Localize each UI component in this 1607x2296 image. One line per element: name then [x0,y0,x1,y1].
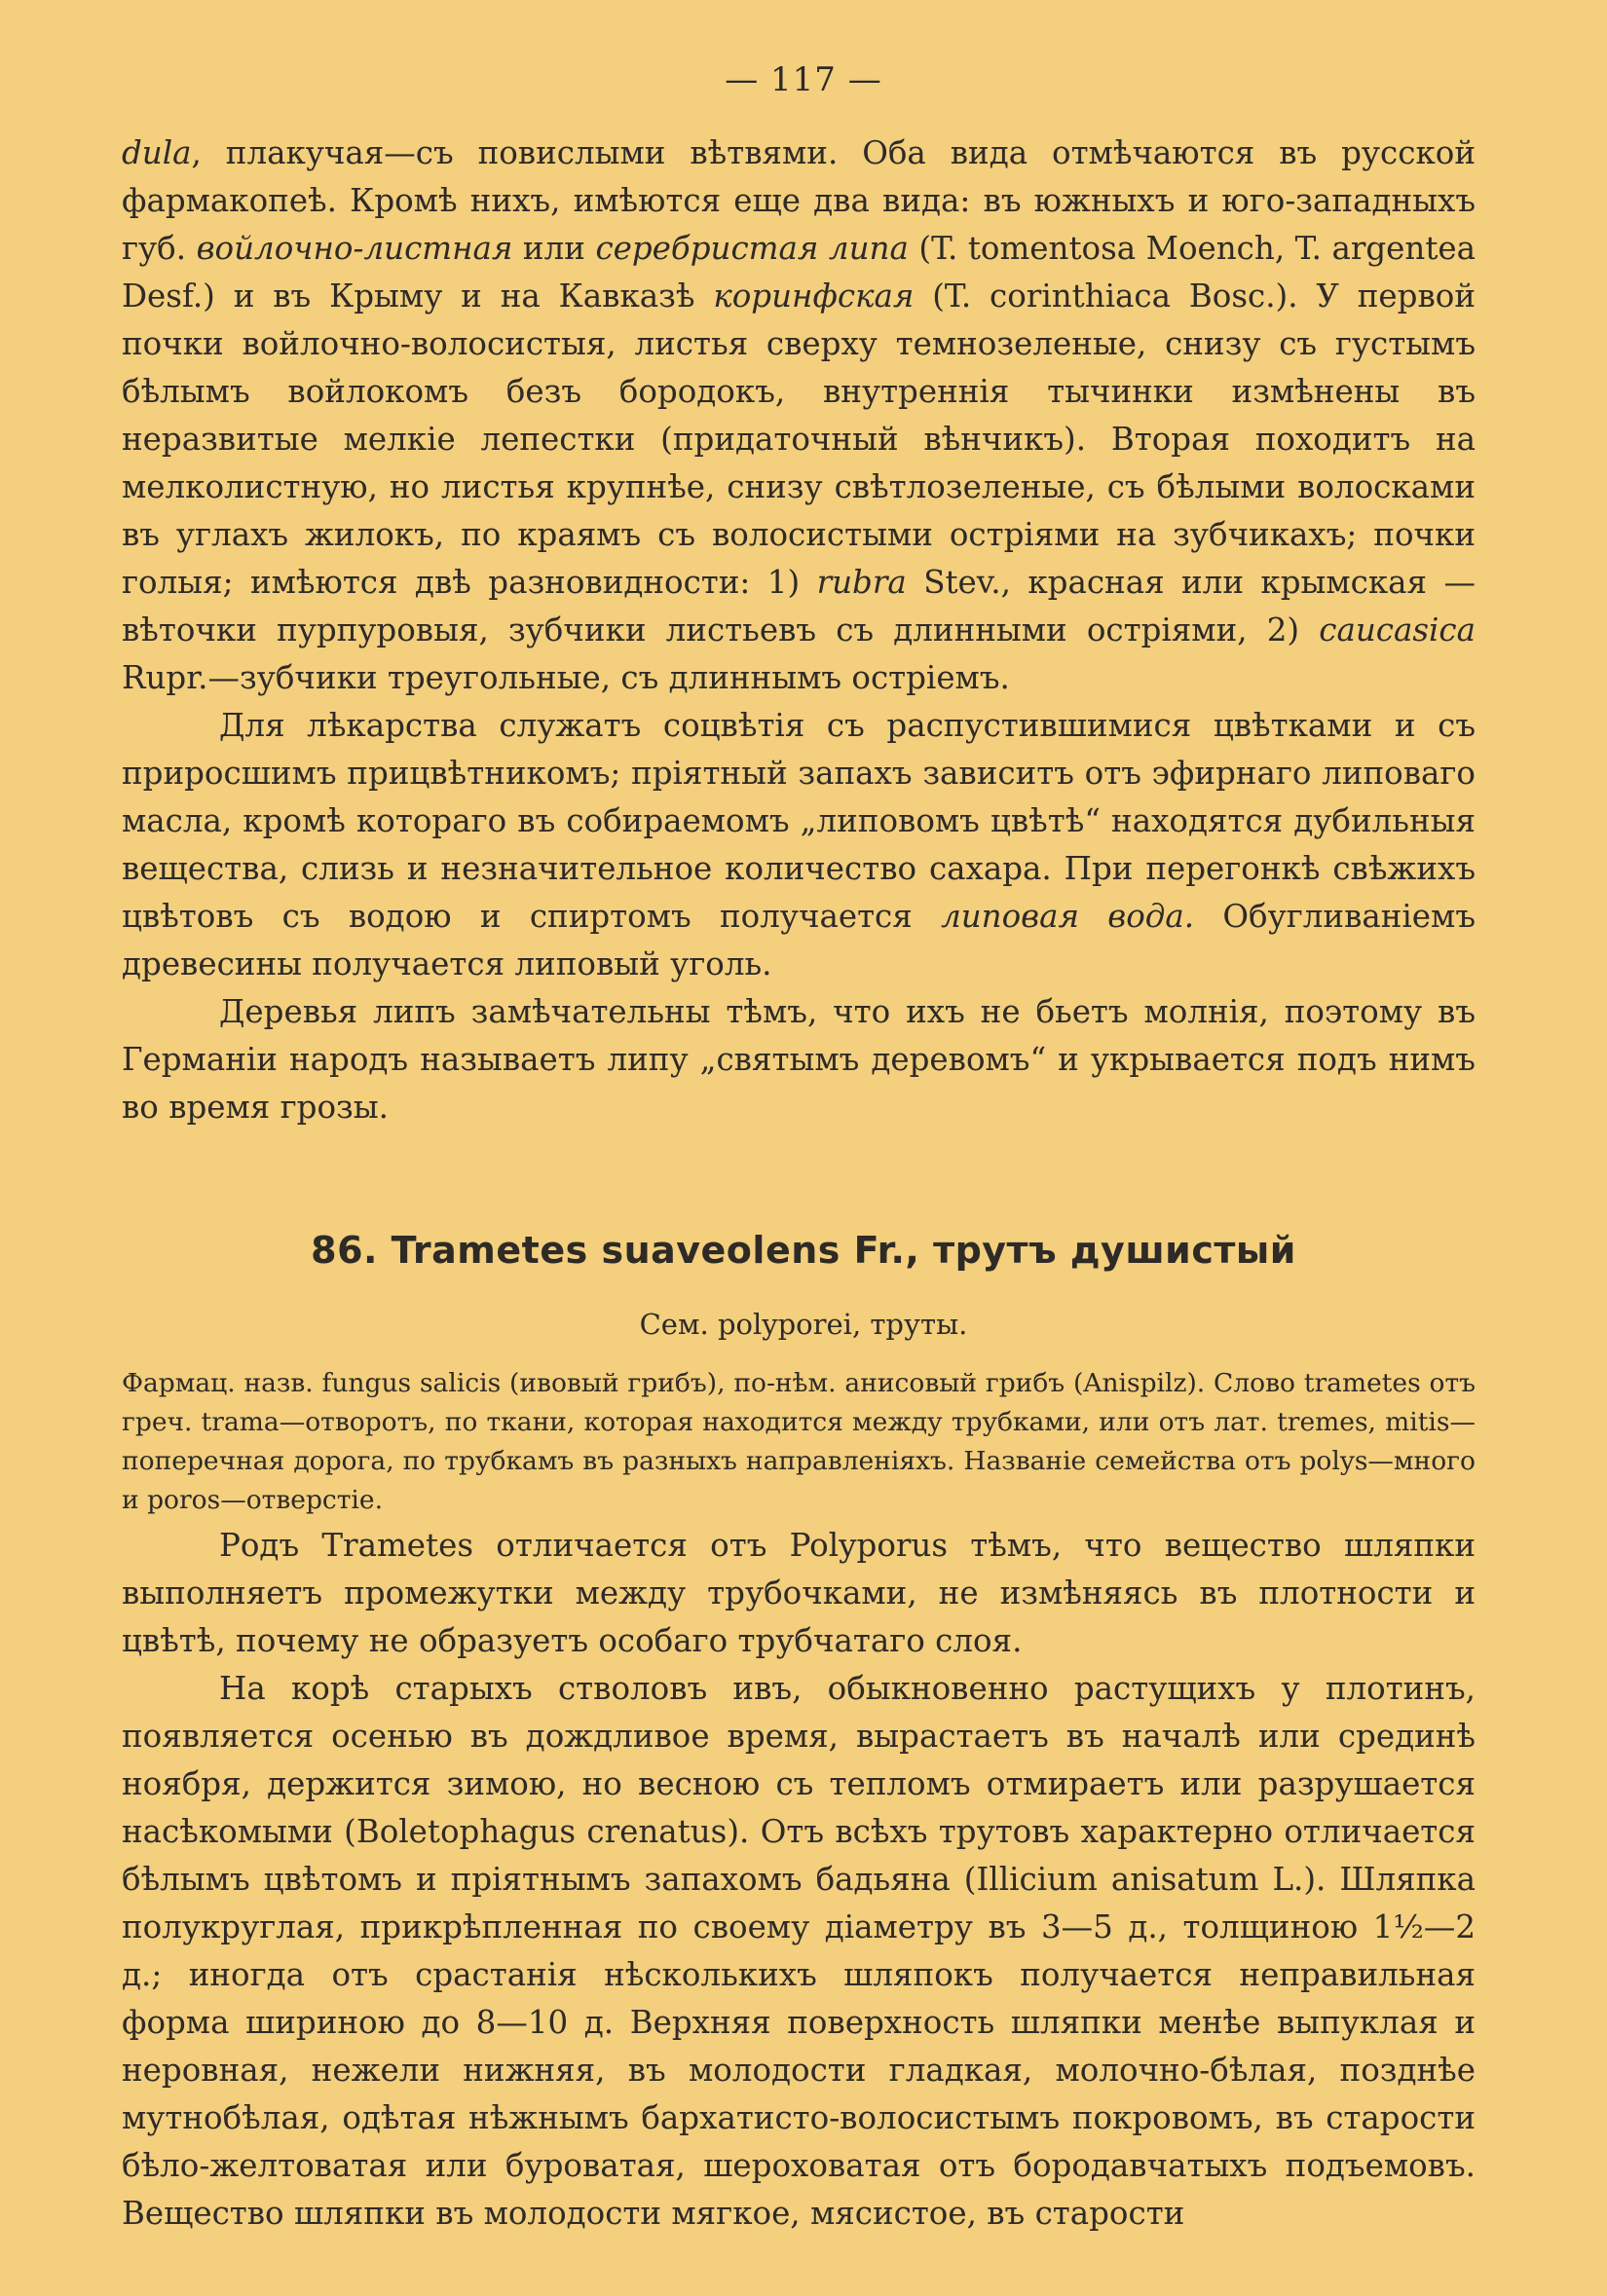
top-text-block [122,130,1476,1131]
family-subtitle: Сем. polyporei, труты. [639,1308,968,1341]
text-run: Обугливаніемъ древесины получается липовый уголь. [122,898,1476,982]
text-run: Rupr.—зубчики треугольные, съ длиннымъ остріемъ. [122,659,1010,696]
italic-run: войлочно-листная [196,230,513,267]
italic-run: caucasica [1319,611,1476,648]
italic-run: коринфская [713,278,915,315]
note-paragraph: Фармац. назв. fungus salicis (ивовый грибъ), по-нѣм. анисовый грибъ (Anispilz). Слово trametes отъ греч. trama—отворотъ, по ткани, которая находится между трубками, или отъ лат. tremes, mitis—поперечная дорога, по трубкамъ въ разныхъ направленіяхъ. Названіе семейства отъ polys—много и poros—отверстіе. [122,1368,1476,1515]
text-run: Stev., красная или крымская — вѣточки пурпуровыя, зубчики листьевъ съ длинными остріями, 2) [122,564,1476,648]
text-run: На корѣ старыхъ стволовъ ивъ, обыкновенно растущихъ у плотинъ, появляется осенью въ дождливое время, вырастаетъ въ началѣ или срединѣ ноября, держится зимою, но весною съ тепломъ отмираетъ или разрушается насѣкомыми (Boletophagus crenatus). Отъ всѣхъ трутовъ характерно отличается бѣлымъ цвѣтомъ и пріятнымъ запахомъ бадьяна (Illicium anisatum L.). Шляпка полукруглая, прикрѣпленная по своему діаметру въ 3—5 д., толщиною 1½—2 д.; иногда отъ срастанія нѣсколькихъ шляпокъ получается неправильная форма шириною до 8—10 д. Верхняя поверхность шляпки менѣе выпуклая и неровная, нежели нижняя, въ молодости гладкая, молочно-бѣлая, позднѣе мутнобѣлая, одѣтая нѣжнымъ бархатисто-волосистымъ покровомъ, въ старости бѣло-желтоватая или буроватая, шероховатая отъ бородавчатыхъ подъемовъ. Вещество шляпки въ молодости мягкое, мясистое, въ старости [122,1670,1476,2232]
text-run: Деревья липъ замѣчательны тѣмъ, что ихъ не бьетъ молнія, поэтому въ Германіи народъ называетъ липу „святымъ деревомъ“ и укрывается подъ нимъ во время грозы. [122,993,1476,1126]
paragraph-p3 [122,988,1476,1131]
text-run: (T. corinthiaca Bosc.). У первой почки войлочно-волосистыя, листья сверху темнозеленые, снизу съ густымъ бѣлымъ войлокомъ безъ бородокъ, внутреннія тычинки измѣнены въ неразвитые мелкіе лепестки (придаточный вѣнчикъ). Вторая походитъ на мелколистную, но листья крупнѣе, снизу свѣтлозеленые, съ бѣлыми волосками въ углахъ жилокъ, по краямъ съ волосистыми остріями на зубчикахъ; почки голыя; имѣются двѣ разновидности: 1) [122,278,1476,601]
paragraph-p1 [122,130,1476,702]
italic-run: rubra [816,564,907,601]
text-run: или [512,230,596,267]
section-title: 86. Trametes suaveolens Fr., трутъ душистый [311,1229,1296,1272]
paragraph-p4 [122,1522,1476,1665]
italic-run: серебристая липа [595,230,909,267]
text-run: , плакучая—съ повислыми вѣтвями. Оба вида отмѣчаются въ русской фармакопеѣ. Кромѣ нихъ, имѣются еще два вида: въ южныхъ и юго-западныхъ губ. [122,134,1476,267]
text-run: Для лѣкарства служатъ соцвѣтія съ распустившимися цвѣтками и съ приросшимъ прицвѣтникомъ; пріятный запахъ зависитъ отъ эфирнаго липоваго масла, кромѣ котораго въ собираемомъ „липовомъ цвѣтѣ“ находятся дубильныя вещества, слизь и незначительное количество сахара. При перегонкѣ свѣжихъ цвѣтовъ съ водою и спиртомъ получается [122,707,1476,935]
page-number: — 117 — [725,60,882,99]
etymology-notes [122,1364,1476,1520]
paragraph-p2 [122,702,1476,988]
italic-run: липовая вода. [941,898,1195,935]
paragraph-p5 [122,1665,1476,2238]
italic-run: dula [122,134,192,171]
bottom-text-block [122,1522,1476,2238]
text-run: Родъ Trametes отличается отъ Polyporus тѣмъ, что вещество шляпки выполняетъ промежутки между трубочками, не измѣняясь въ плотности и цвѣтѣ, почему не образуетъ особаго трубчатаго слоя. [122,1527,1476,1659]
text-run: (T. tomentosa Moench, T. argentea Desf.) и въ Крыму и на Кавказѣ [122,230,1476,315]
